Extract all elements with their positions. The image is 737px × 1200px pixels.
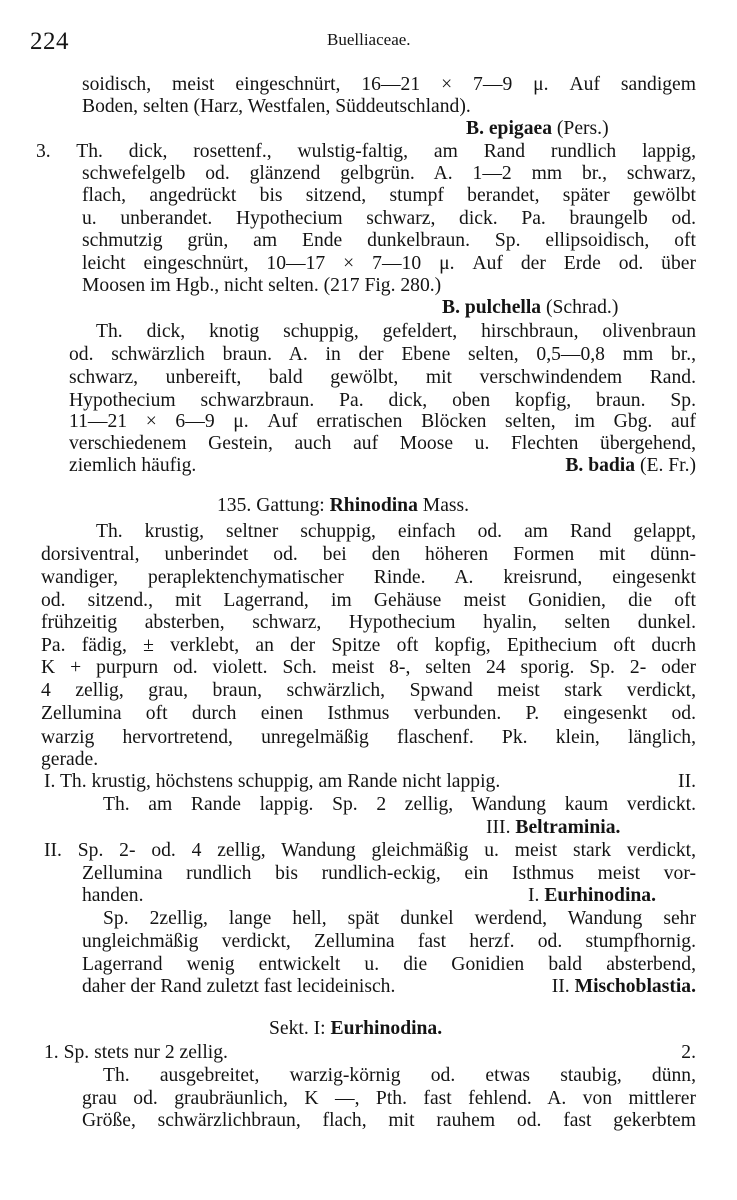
author-citation: (Pers.) [552,118,609,139]
line-text: Th. am Rande lappig. Sp. 2 zellig, Wandung kaum verdickt. [103,794,696,815]
line-text: wandiger, peraplektenchymatischer Rinde. A. kreisrund, eingesenkt [41,567,696,588]
running-head: Buelliaceae. [327,30,411,49]
line-text: Lagerrand wenig entwickelt u. die Gonidien bald absterbend, [82,954,696,975]
line-text: Zellumina oft durch einen Isthmus verbunden. P. eingesenkt od. [41,703,696,724]
text-line [41,726,696,750]
text-line [103,793,696,817]
genus-name: Beltraminia. [515,817,621,838]
text-line [82,252,696,276]
taxon-name: Eurhinodina. [544,885,656,906]
text-line [41,611,696,635]
text-line [44,839,696,863]
line-text: Th. dick, knotig schuppig, gefeldert, hirschbraun, olivenbraun [96,321,696,342]
text-line [41,634,696,658]
line-text: Hypothecium schwarzbraun. Pa. dick, oben kopfig, braun. Sp. [69,390,696,411]
text-line [103,1064,696,1088]
line-tail [565,454,696,478]
line-text: II. Sp. 2- od. 4 zellig, Wandung gleichmäßig u. meist stark verdickt, [44,840,696,861]
line-text: Zellumina rundlich bis rundlich-eckig, ein Isthmus meist vor- [82,863,696,884]
line-text: 3. Th. dick, rosettenf., wulstig-faltig, am Rand rundlich lappig, [36,141,696,162]
line-text: Moosen im Hgb., nicht selten. (217 Fig. 280.) [82,275,442,296]
line-text: Sekt. I: [269,1018,331,1039]
text-line [82,930,696,954]
tail-text: (E. Fr.) [635,455,696,476]
text-line [96,520,696,544]
line-text: Größe, schwärzlichbraun, flach, mit rauhem od. fast gekerbtem [82,1110,696,1131]
heading-group [217,495,469,516]
text-line [41,566,696,590]
line-text: handen. [82,885,144,906]
line-text: schwarz, unbereift, bald gewölbt, mit verschwindendem Rand. [69,367,696,388]
line-text: Sp. 2zellig, lange hell, spät dunkel werdend, Wandung sehr [103,908,696,929]
line-text: Th. krustig, seltner schuppig, einfach od. am Rand gelappt, [96,521,696,542]
text-line [96,320,696,344]
text-line [82,975,696,999]
text-line [103,907,696,931]
text-line [69,366,696,390]
line-text: ziemlich häufig. [69,455,197,476]
line-text: verschiedenem Gestein, auch auf Moose u. Flechten übergehend, [69,433,696,454]
page-number: 224 [30,28,69,55]
heading-group [269,1018,442,1039]
text-line [82,1087,696,1111]
text-line [82,862,696,886]
author-citation: Mass. [417,495,470,516]
text-line [36,140,696,164]
line-tail [528,884,656,908]
line-text: frühzeitig absterben, schwarz, Hypothecium hyalin, selten dunkel. [41,612,696,633]
line-text: III. [486,817,516,838]
line-text: u. unberandet. Hypothecium schwarz, dick. Pa. braungelb od. [82,208,696,229]
tail-text: I. [528,885,545,906]
line-text: 11—21 × 6—9 μ. Auf erratischen Blöcken selten, im Gbg. auf [69,411,696,432]
line-text: grau od. graubräunlich, K —, Pth. fast fehlend. A. von mittlerer [82,1088,696,1109]
text-line [82,1109,696,1133]
line-text: ungleichmäßig verdickt, Zellumina fast herzf. od. stumpfhornig. [82,931,696,952]
text-line [41,589,696,613]
line-text: daher der Rand zuletzt fast lecideinisch. [82,976,396,997]
line-text: 135. Gattung: [217,495,330,516]
line-text: od. sitzend., mit Lagerrand, im Gehäuse meist Gonidien, die oft [41,590,696,611]
text-line [82,162,696,186]
line-text: Boden, selten (Harz, Westfalen, Süddeutschland). [82,96,471,117]
line-text: schwefelgelb od. glänzend gelbgrün. A. 1—2 mm br., schwarz, [82,163,696,184]
text-line [82,184,696,208]
text-line [82,884,656,908]
key-reference: 2. [681,1042,696,1063]
text-line [269,1017,442,1041]
heading-group [486,817,620,838]
taxon-name: Mischoblastia. [574,976,696,997]
text-line [82,953,696,977]
line-text: od. schwärzlich braun. A. in der Ebene selten, 0,5—0,8 mm br., [69,344,696,365]
line-text: I. Th. krustig, höchstens schuppig, am Rande nicht lappig. [44,771,501,792]
text-line [217,494,469,518]
line-text: Th. ausgebreitet, warzig-körnig od. etwas staubig, dünn, [103,1065,696,1086]
line-text: warzig hervortretend, unregelmäßig flaschenf. Pk. klein, länglich, [41,727,696,748]
text-line [442,296,618,320]
line-text: Pa. fädig, ± verklebt, an der Spitze oft kopfig, Epithecium oft ducrh [41,635,696,656]
text-line [41,543,696,567]
line-text: 1. Sp. stets nur 2 zellig. [44,1042,228,1063]
taxon-name: B. badia [565,455,636,476]
text-line [82,207,696,231]
text-line [82,274,441,298]
text-line [69,454,696,478]
species-name: B. epigaea [466,118,552,139]
line-text: flach, angedrückt bis sitzend, stumpf berandet, später gewölbt [82,185,696,206]
text-line [69,343,696,367]
line-tail [552,975,696,999]
text-line [41,656,696,680]
line-text: K + purpurn od. violett. Sch. meist 8-, selten 24 sporig. Sp. 2- oder [41,657,696,678]
text-line [82,229,696,253]
text-line [82,73,696,97]
text-line [44,770,696,794]
tail-text: II. [551,976,575,997]
text-line [69,432,696,456]
genus-name: Eurhinodina. [330,1018,443,1039]
text-line [41,748,98,772]
text-line [69,410,696,434]
line-text: leicht eingeschnürt, 10—17 × 7—10 μ. Auf der Erde od. über [82,253,696,274]
line-text: schmutzig grün, am Ende dunkelbraun. Sp. ellipsoidisch, oft [82,230,696,251]
line-text: soidisch, meist eingeschnürt, 16—21 × 7—9 μ. Auf sandigem [82,74,696,95]
line-text: 4 zellig, grau, braun, schwärzlich, Spwand meist stark verdickt, [41,680,696,701]
key-reference: II. [678,771,696,792]
text-line [82,95,471,119]
species-name: B. pulchella [442,297,542,318]
text-line [466,117,609,141]
author-citation: (Schrad.) [541,297,619,318]
text-line [41,702,696,726]
genus-name: Rhinodina [329,495,418,516]
line-text: dorsiventral, unberindet od. bei den höheren Formen mit dünn- [41,544,696,565]
line-text: gerade. [41,749,99,770]
text-line [486,816,620,840]
text-line [44,1041,696,1065]
text-line [41,679,696,703]
